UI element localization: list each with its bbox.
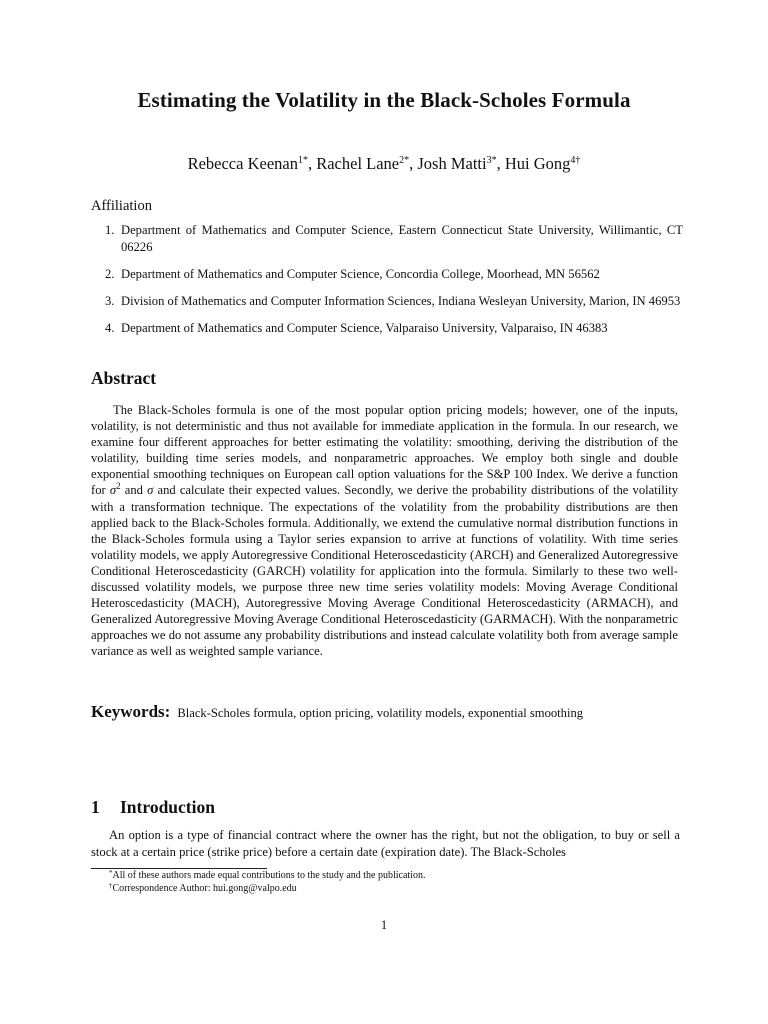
affiliation-number: 1. bbox=[105, 223, 115, 237]
footnote-2 bbox=[91, 882, 426, 895]
footnote-text: All of these authors made equal contributions to the study and the publication. bbox=[112, 870, 426, 881]
author-name: Rachel Lane bbox=[316, 154, 400, 173]
affiliation-text: Division of Mathematics and Computer Information Sciences, Indiana Wesleyan University, Marion, IN 46953 bbox=[121, 294, 681, 308]
keywords-text: Black-Scholes formula, option pricing, volatility models, exponential smoothing bbox=[177, 706, 584, 720]
affiliation-label: Affiliation bbox=[91, 198, 152, 214]
author-list bbox=[0, 154, 768, 174]
sigma-symbol: σ bbox=[109, 483, 117, 498]
author-separator: , bbox=[409, 154, 418, 173]
author-separator: , bbox=[307, 154, 317, 173]
keywords-label: Keywords: bbox=[91, 702, 171, 721]
abstract-heading: Abstract bbox=[91, 368, 157, 388]
author-name: Rebecca Keenan bbox=[187, 154, 298, 173]
footnote-mark: * bbox=[109, 869, 113, 877]
author-mark: 3* bbox=[486, 155, 497, 166]
footnotes bbox=[91, 869, 426, 895]
footnote-1 bbox=[91, 869, 426, 882]
author-separator: , bbox=[496, 154, 505, 173]
squared-exponent: 2 bbox=[116, 481, 121, 492]
affiliation-number: 4. bbox=[105, 321, 115, 335]
abstract-part-1: The Black-Scholes formula is one of the most popular option pricing models; however, one of the inputs, volatility, is not deterministic and thus not available for immediate application in the formula. In our research, we examine four different approaches for better estimating the volatility: smoothing, deriving the distribution of the volatility, building time series models, and nonparametric approaches. We employ both single and double exponential smoothing techniques on European call option valuations for the S&P 100 Index. We derive a function for bbox=[91, 403, 678, 498]
author-name: Josh Matti bbox=[417, 154, 487, 173]
author-mark: 4† bbox=[570, 155, 581, 166]
keywords-line bbox=[91, 702, 691, 722]
footnote-mark: † bbox=[109, 882, 113, 890]
affiliation-number: 2. bbox=[105, 267, 115, 281]
introduction-heading bbox=[91, 797, 215, 818]
affiliation-text: Department of Mathematics and Computer Science, Concordia College, Moorhead, MN 56562 bbox=[121, 267, 600, 281]
sigma-symbol: σ bbox=[147, 483, 154, 498]
affiliation-list bbox=[91, 222, 683, 347]
author-mark: 2* bbox=[399, 155, 410, 166]
affiliation-text: Department of Mathematics and Computer Science, Eastern Connecticut State University, Willimantic, CT 06226 bbox=[121, 223, 683, 254]
abstract-and: and bbox=[120, 483, 148, 498]
section-number: 1 bbox=[91, 797, 100, 817]
affiliation-number: 3. bbox=[105, 294, 115, 308]
footnote-text: Correspondence Author: hui.gong@valpo.edu bbox=[112, 883, 297, 894]
introduction-text: An option is a type of financial contract where the owner has the right, but not the obligation, to buy or sell a stock at a certain price (strike price) before a certain date (expiration date). The Black-Scholes bbox=[91, 828, 680, 859]
author-name: Hui Gong bbox=[504, 154, 571, 173]
affiliation-item bbox=[91, 320, 683, 337]
affiliation-item bbox=[91, 266, 683, 283]
abstract-text bbox=[91, 402, 678, 660]
affiliation-item bbox=[91, 293, 683, 310]
abstract-part-2: and calculate their expected values. Secondly, we derive the probability distributions of the volatility with a transformation technique. The expectations of the volatility from the probability distributions are then applied back to the Black-Scholes formula. Additionally, we extend the cumulative normal distribution functions in the Black-Scholes formula using a Taylor series expansion to arrive at functions of volatility. With time series volatility models, we apply Autoregressive Conditional Heteroscedasticity (ARCH) and Generalized Autoregressive Conditional Heteroscedasticity (GARCH) volatility for application into the formula. Similarly to these two well-discussed volatility models, we purpose three new time series volatility models: Moving Average Conditional Heteroscedasticity (MACH), Autoregressive Moving Average Conditional Heteroscedasticity (ARMACH), and Generalized Autoregressive Moving Average Conditional Heteroscedasticity (GARMACH). With the nonparametric approaches we do not assume any probability distributions and instead calculate volatility both from average sample variance as well as weighted sample variance. bbox=[91, 483, 678, 659]
affiliation-item bbox=[91, 222, 683, 256]
paper-title: Estimating the Volatility in the Black-Scholes Formula bbox=[137, 88, 631, 112]
affiliation-text: Department of Mathematics and Computer Science, Valparaiso University, Valparaiso, IN 46383 bbox=[121, 321, 608, 335]
author-mark: 1* bbox=[297, 155, 308, 166]
page-number: 1 bbox=[380, 918, 388, 932]
section-title: Introduction bbox=[120, 797, 215, 817]
